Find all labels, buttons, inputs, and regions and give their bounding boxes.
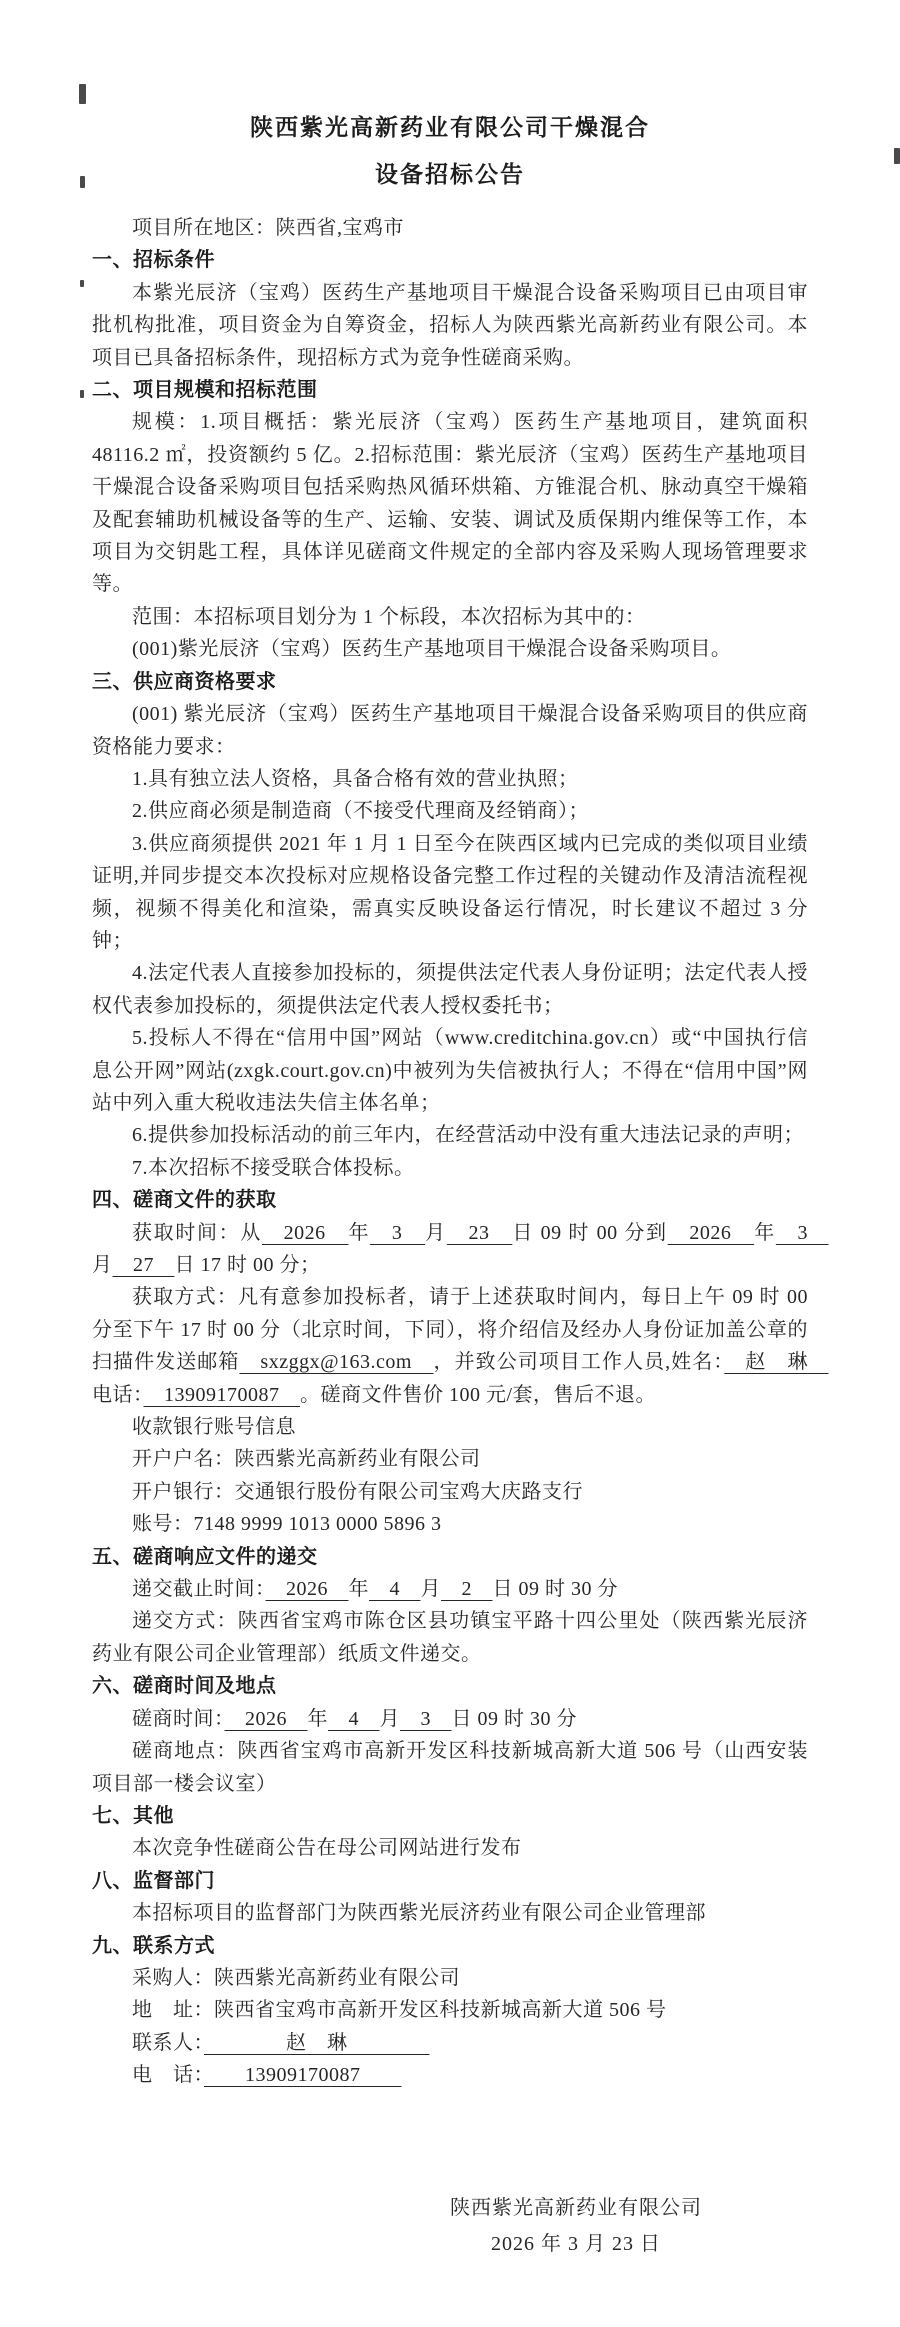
underlined-value: 13909170087 [143,1383,300,1406]
text-segment: 获取时间：从 [132,1221,262,1244]
text-segment: 年 [348,1221,371,1244]
underlined-value: 4 [369,1578,421,1601]
section-heading: 七、其他 [92,1804,174,1827]
paragraph: 本次竞争性磋商公告在母公司网站进行发布 [132,1837,522,1860]
scan-artifact [80,280,84,287]
paragraph: 3.供应商须提供 2021 年 1 月 1 日至今在陕西区域内已完成的类似项目业绩证明,并同步提交本次投标对应规格设备完整工作过程的关键动作及清洁流程视频，视频不得美化和渲染，需真实反映设备运行情况，时长建议不超过 3 分钟； [92,832,808,952]
text-segment: 月 [420,1578,441,1601]
paragraph [92,2027,808,2059]
signature-block [450,2190,702,2262]
scan-artifact [894,148,900,164]
underlined-value: 2026 [224,1707,308,1730]
paragraph: 范围：本招标项目划分为 1 个标段，本次招标为其中的： [132,605,646,628]
underlined-value: 3 [400,1707,452,1730]
doc-title-line-2: 设备招标公告 [375,161,525,187]
underlined-value: 2026 [265,1578,349,1601]
text-segment: 年 [754,1221,776,1244]
section-heading: 二、项目规模和招标范围 [92,379,318,402]
text-segment: 电话： [92,1383,144,1406]
text-segment: 磋商时间： [132,1707,225,1730]
document-body [92,212,829,2092]
paragraph [92,1573,808,1605]
text-segment: 。磋商文件售价 100 元/套，售后不退。 [300,1383,657,1406]
text-segment: ，并致公司项目工作人员,姓名： [433,1351,725,1374]
section-heading: 八、监督部门 [92,1869,215,1892]
paragraph: 地 址：陕西省宝鸡市高新开发区科技新城高新大道 506 号 [132,1999,667,2022]
paragraph: 本招标项目的监督部门为陕西紫光辰济药业有限公司企业管理部 [132,1902,706,1925]
scan-artifact [80,390,84,398]
text-segment: 年 [307,1707,328,1730]
text-segment: 递交截止时间： [132,1578,266,1601]
paragraph: 磋商地点：陕西省宝鸡市高新开发区科技新城高新大道 506 号（山西安装项目部一楼会议室） [92,1740,808,1795]
text-segment: 月 [425,1221,447,1244]
text-segment: 电 话： [132,2064,204,2087]
paragraph: 本紫光辰济（宝鸡）医药生产基地项目干燥混合设备采购项目已由项目审批机构批准，项目资金为自筹资金，招标人为陕西紫光高新药业有限公司。本项目已具备招标条件，现招标方式为竞争性磋商采购。 [92,281,808,369]
paragraph: 采购人：陕西紫光高新药业有限公司 [132,1966,460,1989]
underlined-value: 13909170087 [204,2064,402,2087]
signature-company: 陕西紫光高新药业有限公司 [450,2196,702,2219]
underlined-value: 2026 [667,1221,755,1244]
paragraph: 2.供应商必须是制造商（不接受代理商及经销商）； [132,800,589,823]
underlined-value: 3 [775,1221,829,1244]
paragraph: 6.提供参加投标活动的前三年内，在经营活动中没有重大违法记录的声明； [132,1124,804,1147]
text-segment: 日 09 时 00 分到 [512,1221,668,1244]
doc-title-line-1: 陕西紫光高新药业有限公司干燥混合 [250,114,650,140]
text-segment: 日 09 时 30 分 [492,1578,618,1601]
section-heading: 五、磋商响应文件的递交 [92,1545,318,1568]
underlined-value: 4 [328,1707,380,1730]
paragraph [92,1217,829,1282]
text-segment: 日 09 时 30 分 [451,1707,577,1730]
section-heading: 一、招标条件 [92,249,215,272]
underlined-value: 23 [446,1221,513,1244]
section-heading: 三、供应商资格要求 [92,670,277,693]
paragraph: 4.法定代表人直接参加投标的，须提供法定代表人身份证明；法定代表人授权代表参加投标的，须提供法定代表人授权委托书； [92,962,808,1017]
paragraph: (001) 紫光辰济（宝鸡）医药生产基地项目干燥混合设备采购项目的供应商资格能力要求： [92,703,808,758]
text-segment: 联系人： [132,2031,204,2054]
paragraph: 1.具有独立法人资格，具备合格有效的营业执照； [132,767,579,790]
section-heading: 九、联系方式 [92,1934,215,1957]
section-heading: 四、磋商文件的获取 [92,1189,277,1212]
section-heading: 六、磋商时间及地点 [92,1675,277,1698]
paragraph: (001)紫光辰济（宝鸡）医药生产基地项目干燥混合设备采购项目。 [132,638,732,661]
text-segment: 月 [92,1254,113,1276]
paragraph: 递交方式：陕西省宝鸡市陈仓区县功镇宝平路十四公里处（陕西紫光辰济药业有限公司企业管理部）纸质文件递交。 [92,1610,808,1665]
text-segment: 获取方式：凡有意参加投标者，请于上述获取时间内，每日上午 09 时 00 分至下午 17 时 00 分（北京时间，下同），将介绍信及经办人身份证加盖公章的扫描件发送邮箱 [92,1286,808,1374]
signature-date: 2026 年 3 月 23 日 [491,2232,661,2255]
underlined-value: 赵 琳 [724,1351,829,1374]
underlined-value: 赵 琳 [204,2031,430,2054]
underlined-value: 2026 [262,1221,349,1244]
paragraph: 开户银行：交通银行股份有限公司宝鸡大庆路支行 [132,1480,583,1503]
underlined-value: 27 [112,1254,175,1276]
text-segment: 月 [379,1707,400,1730]
underlined-value: 3 [370,1221,426,1244]
underlined-value: sxzggx@163.com [239,1351,434,1374]
paragraph: 5.投标人不得在“信用中国”网站（www.creditchina.gov.cn）或“中国执行信息公开网”网站(zxgk.court.gov.cn)中被列为失信被执行人；不得在“信用中国”网站中列入重大税收违法失信主体名单； [92,1027,808,1114]
paragraph: 规模：1.项目概括：紫光辰济（宝鸡）医药生产基地项目，建筑面积 48116.2 ㎡，投资额约 5 亿。2.招标范围：紫光辰济（宝鸡）医药生产基地项目干燥混合设备采购项目包括采购热风循环烘箱、方锥混合机、脉动真空干燥箱及配套辅助机械设备等的生产、运输、安装、调试及质保期内维保等工作，本项目为交钥匙工程，具体详见磋商文件规定的全部内容及采购人现场管理要求等。 [92,411,808,596]
paragraph: 7.本次招标不接受联合体投标。 [132,1156,415,1179]
text-segment: 年 [348,1578,369,1601]
scan-artifact [80,176,85,188]
paragraph: 收款银行账号信息 [132,1416,296,1439]
paragraph [92,1703,808,1735]
paragraph [92,2059,808,2091]
text-segment: 日 17 时 00 分； [174,1254,321,1276]
paragraph: 项目所在地区：陕西省,宝鸡市 [132,217,404,239]
paragraph [92,1281,829,1411]
scan-artifact [79,84,86,104]
underlined-value: 2 [441,1578,493,1601]
paragraph: 账号：7148 9999 1013 0000 5896 3 [132,1513,442,1536]
paragraph: 开户户名：陕西紫光高新药业有限公司 [132,1448,481,1471]
